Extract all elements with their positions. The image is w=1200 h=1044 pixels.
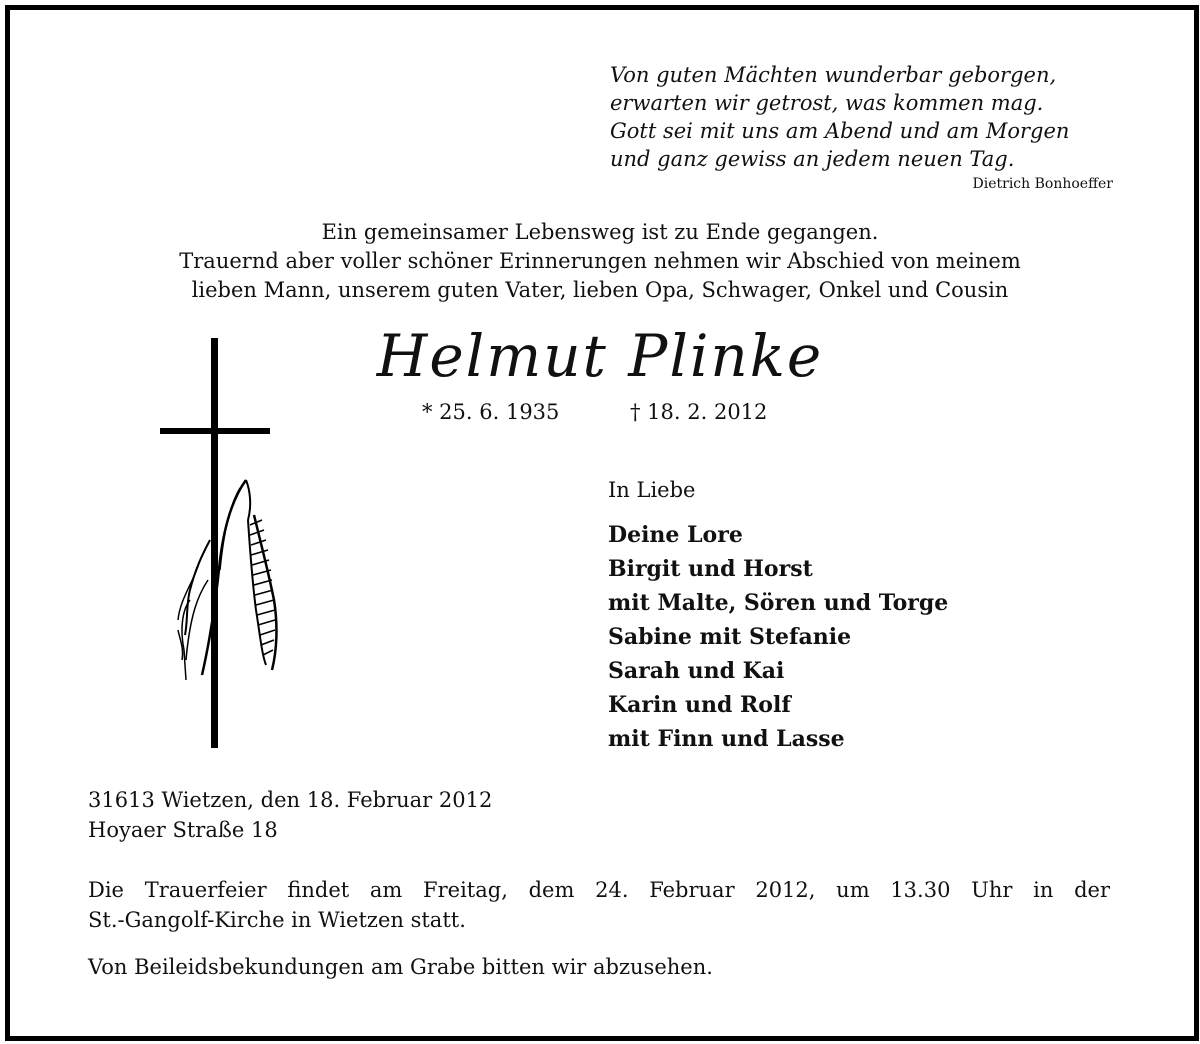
- mourner-name: Birgit und Horst: [608, 556, 813, 582]
- address-block: [88, 785, 492, 845]
- bonhoeffer-quote: [610, 61, 1069, 173]
- intro-line: Ein gemeinsamer Lebensweg ist zu Ende gegangen.: [321, 220, 879, 244]
- service-line: Die Trauerfeier findet am Freitag, dem 24. Februar 2012, um 13.30 Uhr in der: [88, 878, 1110, 902]
- cross-with-wheat-icon: [150, 330, 290, 755]
- funeral-service-info: [88, 875, 1110, 935]
- mourner-name: Sabine mit Stefanie: [608, 624, 852, 650]
- intro-line: lieben Mann, unserem guten Vater, lieben Opa, Schwager, Onkel und Cousin: [191, 278, 1009, 302]
- quote-author: Dietrich Bonhoeffer: [972, 176, 1113, 192]
- condolence-note: Von Beileidsbekundungen am Grabe bitten wir abzusehen.: [88, 955, 713, 979]
- intro-line: Trauernd aber voller schöner Erinnerungen nehmen wir Abschied von meinem: [179, 249, 1021, 273]
- street-address: Hoyaer Straße 18: [88, 818, 278, 842]
- mourner-name: mit Malte, Sören und Torge: [608, 590, 949, 616]
- intro-text: [0, 218, 1200, 305]
- mourner-name: Deine Lore: [608, 522, 743, 548]
- deceased-name: Helmut Plinke: [376, 322, 824, 390]
- quote-line: Gott sei mit uns am Abend und am Morgen: [610, 119, 1070, 143]
- mourners-list: [608, 518, 948, 756]
- mourner-name: Sarah und Kai: [608, 658, 785, 684]
- quote-line: erwarten wir getrost, was kommen mag.: [610, 91, 1044, 115]
- quote-line: und ganz gewiss an jedem neuen Tag.: [610, 147, 1015, 171]
- quote-line: Von guten Mächten wunderbar geborgen,: [610, 63, 1057, 87]
- death-date: † 18. 2. 2012: [630, 400, 768, 424]
- place-date: 31613 Wietzen, den 18. Februar 2012: [88, 788, 493, 812]
- mourner-name: mit Finn und Lasse: [608, 726, 845, 752]
- mourner-name: Karin und Rolf: [608, 692, 791, 718]
- birth-date: * 25. 6. 1935: [422, 400, 560, 424]
- mourners-intro: In Liebe: [608, 478, 696, 502]
- service-line: St.-Gangolf-Kirche in Wietzen statt.: [88, 908, 466, 932]
